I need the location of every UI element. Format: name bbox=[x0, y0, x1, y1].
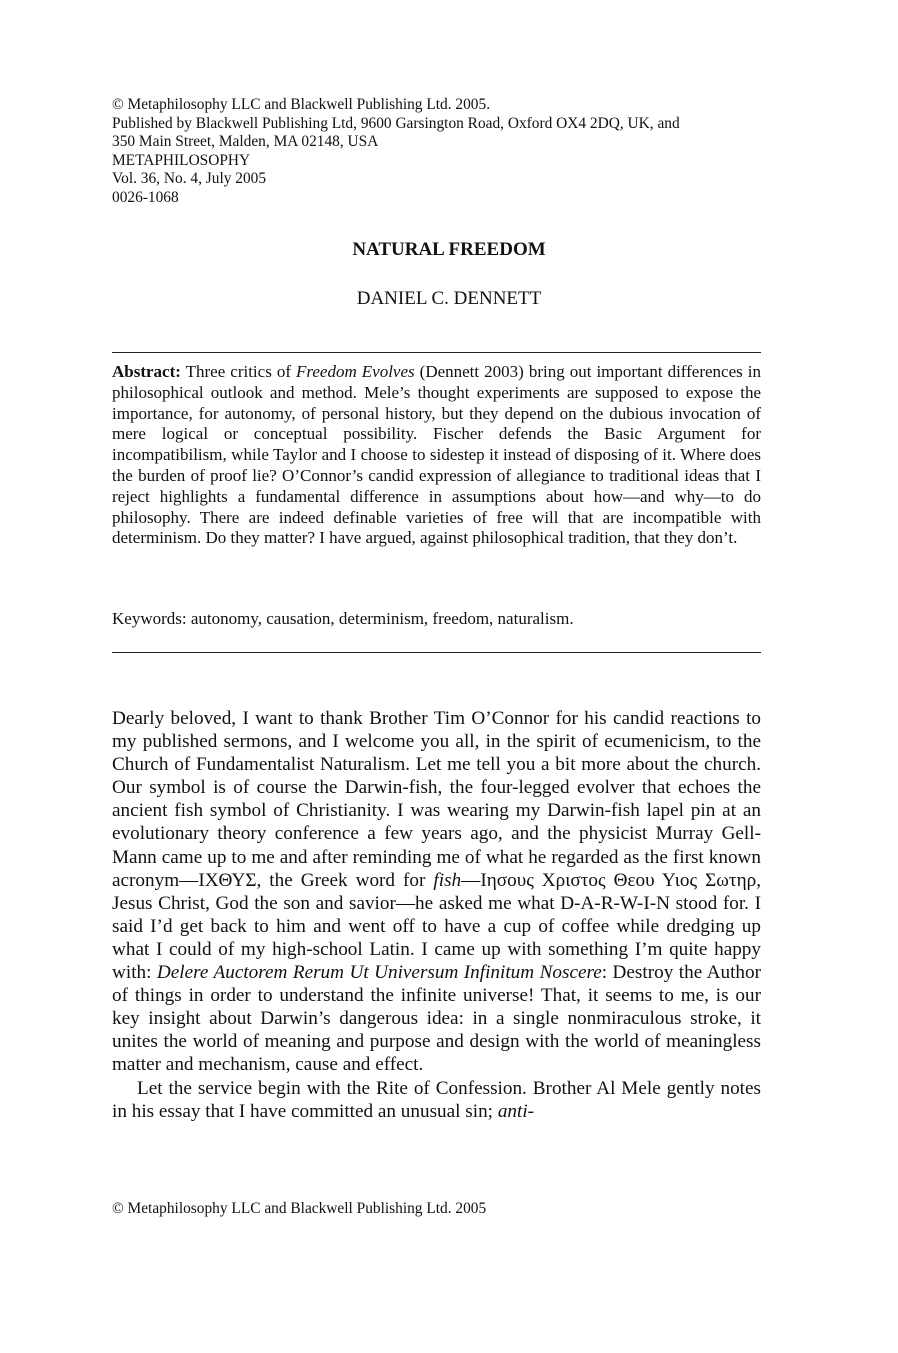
body-paragraph-1 bbox=[112, 707, 761, 1077]
keywords: Keywords: autonomy, causation, determinism, freedom, naturalism. bbox=[112, 609, 574, 628]
body-p1-fish: fish bbox=[433, 869, 462, 891]
body-p2-anti: anti- bbox=[497, 1100, 535, 1122]
header-publisher-line-1: Published by Blackwell Publishing Ltd, 9600 Garsington Road, Oxford OX4 2DQ, UK, and bbox=[112, 114, 680, 132]
body-p1-text-c: : Destroy the Author of things in order to understand the infinite universe! That, it seems to me, is our key insight about Darwin’s dangerous idea: in a single nonmiraculous stroke, it unites the world of meaning and purpose and design with the world of meaningless matter and mechanism, cause and effect. bbox=[112, 962, 761, 1076]
body-p1-text-a: Dearly beloved, I want to thank Brother Tim O’Connor for his candid reactions to my published sermons, and I welcome you all, in the spirit of ecumenicism, to the Church of Fundamentalist Naturalism. Let me tell you a bit more about the church. Our symbol is of course the Darwin-fish, the four-legged evolver that echoes the ancient fish symbol of Christianity. I was wearing my Darwin-fish lapel pin at an evolutionary theory conference a few years ago, and the physicist Murray Gell-Mann came up to me and after reminding me of what he regarded as the first known acronym—ΙΧΘΥΣ, the Greek word for bbox=[112, 708, 761, 891]
article-title: NATURAL FREEDOM bbox=[352, 239, 546, 260]
page-footer: © Metaphilosophy LLC and Blackwell Publishing Ltd. 2005 bbox=[112, 1200, 487, 1217]
header-copyright: © Metaphilosophy LLC and Blackwell Publishing Ltd. 2005. bbox=[112, 96, 491, 113]
header-journal-name: METAPHILOSOPHY bbox=[112, 151, 251, 169]
header-publisher-line-2: 350 Main Street, Malden, MA 02148, USA bbox=[112, 133, 379, 151]
body-paragraph-2 bbox=[112, 1077, 761, 1123]
article-author: DANIEL C. DENNETT bbox=[356, 288, 542, 309]
abstract-book-title: Freedom Evolves bbox=[296, 362, 415, 381]
header-issn: 0026-1068 bbox=[112, 188, 179, 206]
abstract-text-b: (Dennett 2003) bring out important differences in philosophical outlook and method. Mele’s thought experiments are supposed to expose the importance, for autonomy, of personal history, but they depend on the dubious invocation of mere logical or conceptual possibility. Fischer defends the Basic Argument for incompatibilism, while Taylor and I choose to sidestep it instead of disposing of it. Where does the burden of proof lie? O’Connor’s candid expression of allegiance to traditional ideas that I reject highlights a fundamental difference in assumptions about how—and why—to do philosophy. There are indeed definable varieties of free will that are incompatible with determinism. Do they matter? I have argued, against philosophical tradition, that they don’t. bbox=[112, 362, 762, 548]
publication-header bbox=[112, 96, 772, 208]
header-volume: Vol. 36, No. 4, July 2005 bbox=[112, 170, 267, 188]
body-p1-text-b: —Ιησους Χριστος Θεου Υιος Σωτηρ, Jesus Christ, God the son and savior—he asked me what D-A-R-W-I-N stood for. I said I’d get back to him and went off to have a cup of coffee while dredging up what I could of my high-school Latin. I came up with something I’m quite happy with: bbox=[112, 869, 761, 984]
article-body bbox=[112, 707, 761, 1123]
abstract-text-a: Three critics of bbox=[180, 362, 297, 381]
body-p2-text-a: Let the service begin with the Rite of Confession. Brother Al Mele gently notes in his essay that I have committed an unusual sin; bbox=[112, 1077, 761, 1122]
abstract-top-rule bbox=[112, 352, 761, 353]
abstract-label: Abstract: bbox=[112, 362, 181, 381]
abstract bbox=[112, 362, 761, 549]
body-p1-latin-phrase: Delere Auctorem Rerum Ut Universum Infinitum Noscere bbox=[156, 962, 602, 984]
abstract-bottom-rule bbox=[112, 652, 761, 653]
